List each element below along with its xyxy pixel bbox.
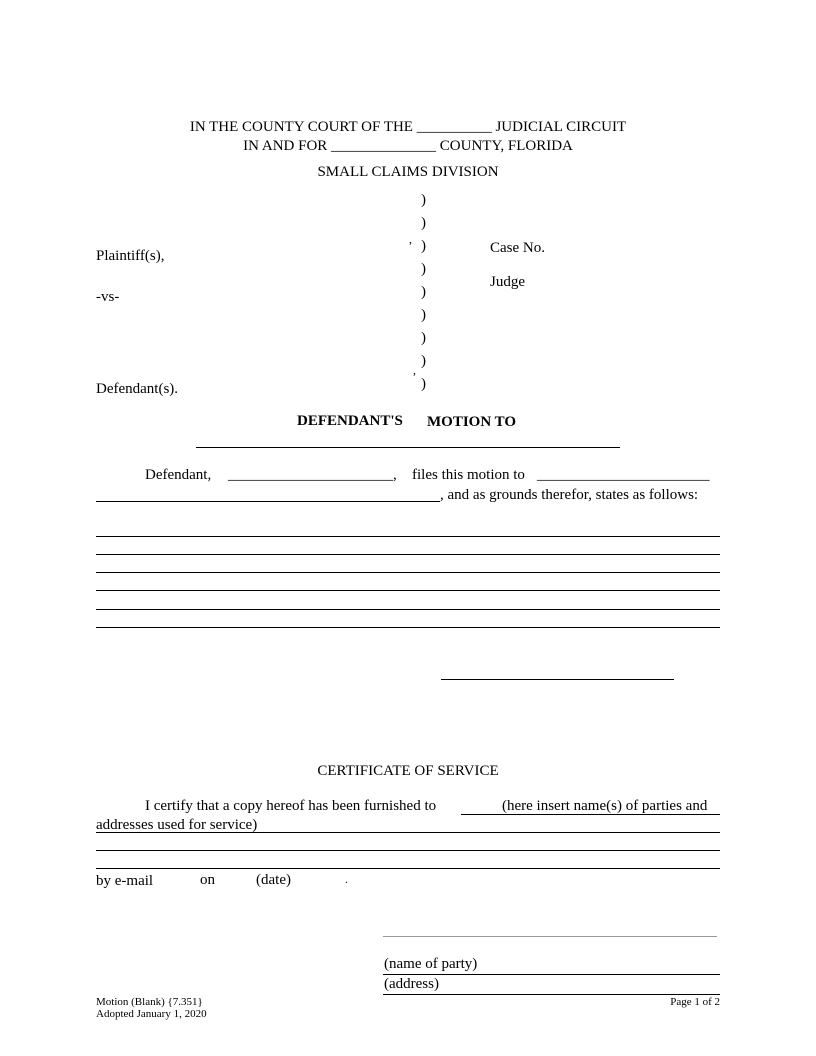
certificate-signature-line [383,936,717,937]
defendant-name-blank: ______________________, [228,467,397,483]
plaintiff-label: Plaintiff(s), [96,248,165,264]
case-no-label: Case No. [490,240,545,256]
grounds-line [96,554,720,555]
on-label: on [200,872,215,888]
service-recipient-line [461,814,720,815]
caption-paren: ) [421,192,426,208]
grounds-line [96,590,720,591]
caption-paren: ) [421,261,426,277]
insert-names-hint: (here insert name(s) of parties and [502,798,708,814]
service-line [96,850,720,851]
court-heading-line-2: IN AND FOR ______________ COUNTY, FLORIDA [243,138,573,154]
certificate-heading: CERTIFICATE OF SERVICE [317,763,499,779]
grounds-line [96,536,720,537]
caption-paren: ) [421,215,426,231]
motion-purpose-continued-line [96,501,440,502]
page-number: Page 1 of 2 [670,996,720,1008]
division-heading: SMALL CLAIMS DIVISION [317,164,499,180]
title-defendants: DEFENDANT'S [297,413,403,429]
addresses-hint: addresses used for service) [96,817,258,833]
caption-paren: ) [421,307,426,323]
name-of-party-label: (name of party) [384,956,478,972]
motion-title-blank-line [196,447,620,448]
files-motion-text: files this motion to [412,467,525,483]
defendant-word: Defendant, [145,467,212,483]
grounds-line [96,572,720,573]
motion-purpose-blank: _______________________ [537,467,710,483]
defendant-signature-line [441,679,674,680]
caption-paren: ) [421,376,426,392]
adopted-date: Adopted January 1, 2020 [96,1008,207,1020]
court-heading-line-1: IN THE COUNTY COURT OF THE __________ JUDICIAL CIRCUIT [189,119,627,135]
grounds-text: , and as grounds therefor, states as follows: [440,487,699,503]
caption-paren: ) [421,353,426,369]
grounds-line [96,627,720,628]
service-line [96,868,720,869]
judge-label: Judge [490,274,525,290]
form-id: Motion (Blank) {7.351} [96,996,203,1008]
plaintiff-comma: , [409,232,412,246]
certify-text: I certify that a copy hereof has been furnished to [145,798,437,814]
title-motion-to: MOTION TO [427,414,517,430]
address-label: (address) [384,976,439,992]
address-line [383,994,720,995]
name-of-party-line [383,974,720,975]
vs-label: -vs- [96,289,120,305]
caption-paren: ) [421,284,426,300]
sentence-period: . [345,872,348,886]
defendant-comma: , [413,363,416,377]
service-line [96,832,720,833]
defendant-label: Defendant(s). [96,381,179,397]
by-email-label: by e-mail [96,873,154,889]
caption-paren: ) [421,330,426,346]
caption-paren: ) [421,238,426,254]
date-hint: (date) [256,872,291,888]
grounds-line [96,609,720,610]
